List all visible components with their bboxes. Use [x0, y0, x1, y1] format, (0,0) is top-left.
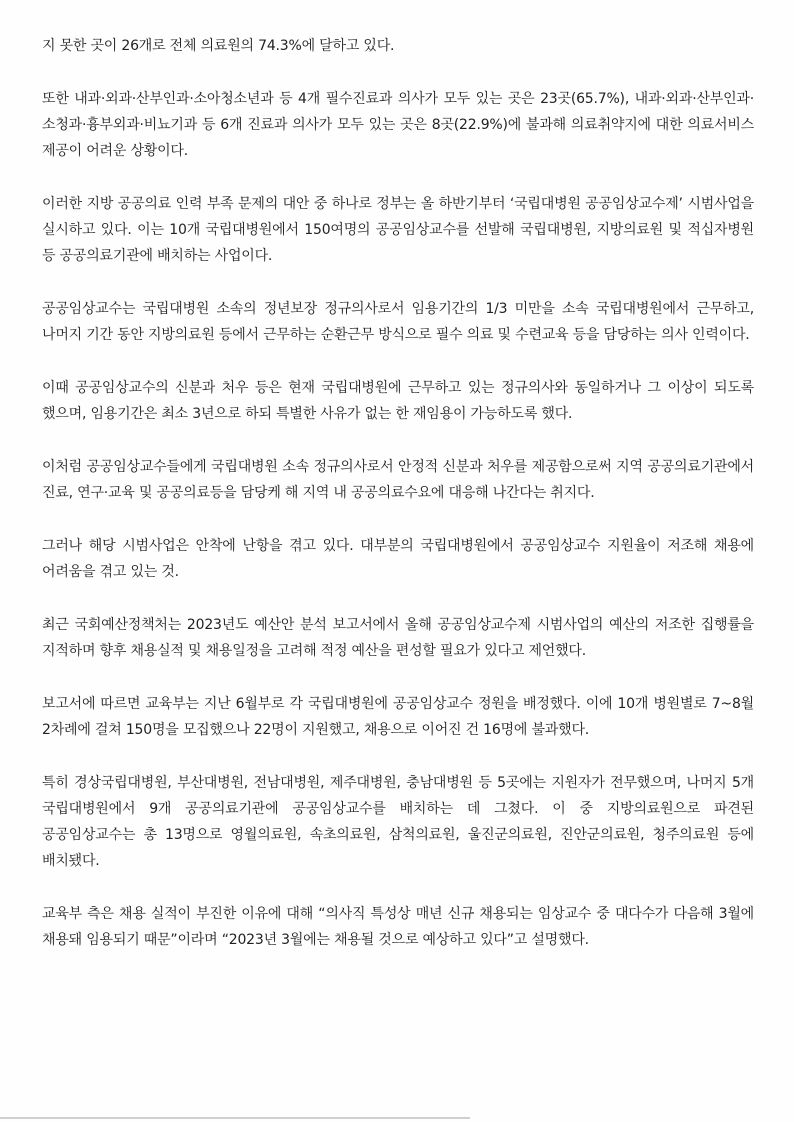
page-bottom-divider: [0, 1117, 470, 1119]
paragraph: 공공임상교수는 국립대병원 소속의 정년보장 정규의사로서 임용기간의 1/3 미만을 소속 국립대병원에서 근무하고, 나머지 기간 동안 지방의료원 등에서 근무하는 순환근무 방식으로 필수 의료 및 수련교육 등을 담당하는 의사 인력이다.: [42, 301, 754, 343]
paragraph: 최근 국회예산정책처는 2023년도 예산안 분석 보고서에서 올해 공공임상교수제 시범사업의 예산의 저조한 집행률을 지적하며 향후 채용실적 및 채용일정을 고려해 적정 예산을 편성할 필요가 있다고 제언했다.: [42, 617, 754, 659]
article-body: [42, 33, 754, 980]
paragraph: 그러나 해당 시범사업은 안착에 난항을 겪고 있다. 대부분의 국립대병원에서 공공임상교수 지원율이 저조해 채용에 어려움을 겪고 있는 것.: [42, 538, 754, 580]
paragraph: 교육부 측은 채용 실적이 부진한 이유에 대해 “의사직 특성상 매년 신규 채용되는 임상교수 중 대다수가 다음해 3월에 채용돼 임용되기 때문”이라며 “2023년 3월에는 채용될 것으로 예상하고 있다”고 설명했다.: [42, 906, 754, 948]
paragraph: 이때 공공임상교수의 신분과 처우 등은 현재 국립대병원에 근무하고 있는 정규의사와 동일하거나 그 이상이 되도록 했으며, 임용기간은 최소 3년으로 하되 특별한 사유가 없는 한 재임용이 가능하도록 했다.: [42, 380, 754, 422]
paragraph: 지 못한 곳이 26개로 전체 의료원의 74.3%에 달하고 있다.: [42, 38, 395, 54]
paragraph: 이러한 지방 공공의료 인력 부족 문제의 대안 중 하나로 정부는 올 하반기부터 ‘국립대병원 공공임상교수제’ 시범사업을 실시하고 있다. 이는 10개 국립대병원에서 150여명의 공공임상교수를 선발해 국립대병원, 지방의료원 및 적십자병원 등 공공의료기관에 배치하는 사업이다.: [42, 196, 754, 264]
paragraph: 특히 경상국립대병원, 부산대병원, 전남대병원, 제주대병원, 충남대병원 등 5곳에는 지원자가 전무했으며, 나머지 5개 국립대병원에서 9개 공공의료기관에 공공임상교수를 배치하는 데 그쳤다. 이 중 지방의료원으로 파견된 공공임상교수는 총 13명으로 영월의료원, 속초의료원, 삼척의료원, 울진군의료원, 진안군의료원, 청주의료원 등에 배치됐다.: [42, 775, 754, 869]
paragraph: 보고서에 따르면 교육부는 지난 6월부로 각 국립대병원에 공공임상교수 정원을 배정했다. 이에 10개 병원별로 7~8월 2차례에 걸쳐 150명을 모집했으나 22명이 지원했고, 채용으로 이어진 건 16명에 불과했다.: [42, 696, 754, 738]
paragraph: 또한 내과·외과·산부인과·소아청소년과 등 4개 필수진료과 의사가 모두 있는 곳은 23곳(65.7%), 내과·외과·산부인과·소청과·흉부외과·비뇨기과 등 6개 진료과 의사가 모두 있는 곳은 8곳(22.9%)에 불과해 의료취약지에 대한 의료서비스 제공이 어려운 상황이다.: [42, 91, 754, 159]
paragraph: 이처럼 공공임상교수들에게 국립대병원 소속 정규의사로서 안정적 신분과 처우를 제공함으로써 지역 공공의료기관에서 진료, 연구·교육 및 공공의료등을 담당케 해 지역 내 공공의료수요에 대응해 나간다는 취지다.: [42, 459, 754, 501]
